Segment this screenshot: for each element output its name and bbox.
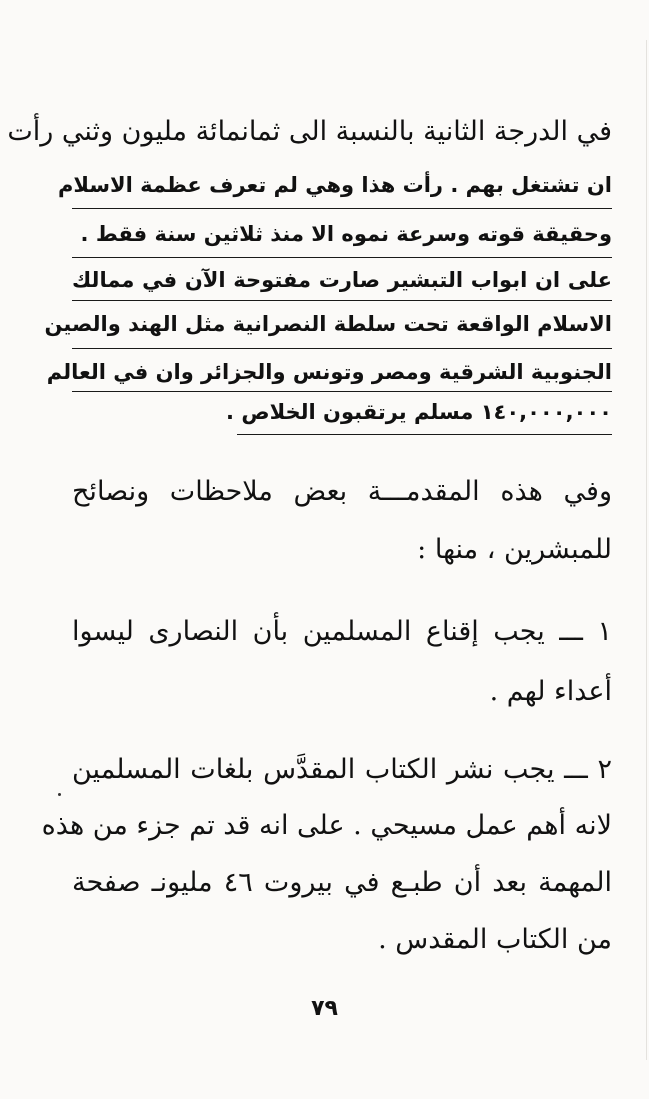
underline-rule [72,348,612,349]
ink-speck [58,793,61,796]
page-number: ٧٩ [311,996,338,1021]
underline-rule [72,208,612,209]
list-item-line: المهمة بعد أن طبـع في بيروت ٤٦ مليونـ صفحة [72,867,613,898]
text-line: للمبشرين ، منها : [417,534,612,565]
underline-rule [72,300,612,301]
underline-rule [237,434,612,435]
underline-rule [72,257,612,258]
underlined-text-line: وحقيقة قوته وسرعة نموه الا منذ ثلاثين سنة فقط . [80,222,612,246]
list-item-line: أعداء لهم . [489,676,612,707]
text-line: في الدرجة الثانية بالنسبة الى ثمانمائة مليون وثني رأت [7,116,612,147]
underlined-text-line: الاسلام الواقعة تحت سلطة النصرانية مثل الهند والصين [44,312,612,336]
underlined-text-line: ١٤٠,٠٠٠,٠٠٠ مسلم يرتقبون الخلاص . [226,400,612,424]
underline-rule [72,391,612,392]
text-line: وفي هذه المقدمـــة بعض ملاحظات ونصائح [72,476,612,507]
list-item-line: ١ ـــ يجب إقناع المسلمين بأن النصارى ليسوا [72,616,612,647]
list-item-line: ٢ ـــ يجب نشر الكتاب المقدَّس بلغات المسلمين [72,754,612,785]
list-item-line: من الكتاب المقدس . [378,924,612,955]
page-edge [646,40,647,1060]
underlined-text-line: على ان ابواب التبشير صارت مفتوحة الآن في ممالك [72,268,612,292]
underlined-text-line: ان تشتغل بهم . رأت هذا وهي لم تعرف عظمة الاسلام [58,173,612,197]
underlined-text-line: الجنوبية الشرقية ومصر وتونس والجزائر وان في العالم [46,360,612,384]
list-item-line: لانه أهم عمل مسيحي . على انه قد تم جزء من هذه [41,810,612,841]
